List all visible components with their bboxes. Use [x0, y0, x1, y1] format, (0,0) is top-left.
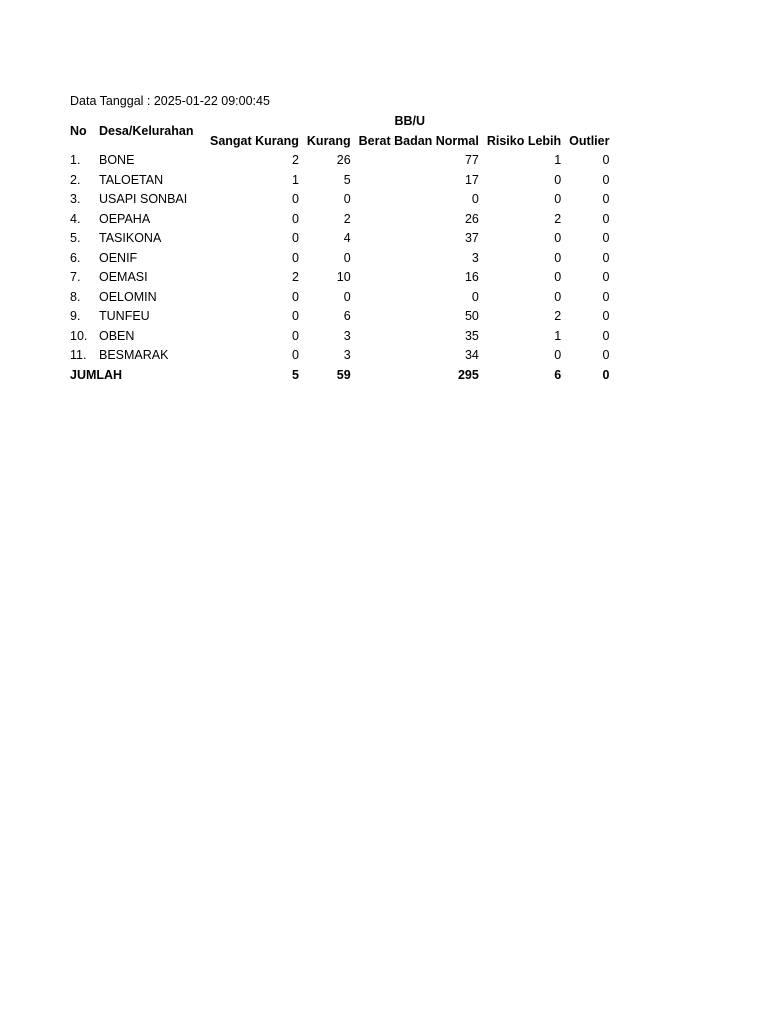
cell-no: 7. — [70, 270, 81, 284]
table-row — [66, 229, 613, 249]
cell-outlier: 0 — [602, 348, 610, 362]
cell-sangat-kurang: 2 — [291, 270, 299, 284]
total-sangat-kurang: 5 — [291, 367, 299, 382]
cell-no: 3. — [70, 192, 81, 206]
cell-village: OENIF — [99, 250, 138, 265]
cell-normal: 0 — [471, 192, 479, 206]
cell-kurang: 3 — [343, 328, 351, 343]
cell-normal: 16 — [464, 270, 479, 284]
cell-kurang: 3 — [343, 348, 351, 362]
table-row — [66, 190, 613, 210]
cell-normal: 3 — [471, 250, 479, 265]
table-row — [66, 288, 613, 308]
cell-kurang: 0 — [343, 289, 351, 304]
cell-risiko-lebih: 0 — [554, 270, 562, 284]
cell-kurang: 4 — [343, 231, 351, 245]
cell-no: 2. — [70, 172, 81, 187]
cell-outlier: 0 — [602, 192, 610, 206]
cell-no: 10. — [70, 328, 88, 343]
table-row — [66, 151, 613, 171]
table-row — [66, 307, 613, 327]
bbu-table — [66, 112, 613, 385]
cell-normal: 0 — [471, 289, 479, 304]
column-group-bbu: BB/U — [394, 114, 426, 128]
total-label: JUMLAH — [70, 367, 123, 382]
cell-kurang: 2 — [343, 211, 351, 226]
cell-risiko-lebih: 0 — [554, 289, 562, 304]
cell-normal: 17 — [464, 172, 479, 187]
cell-village: TUNFEU — [99, 309, 150, 323]
column-header-sangat-kurang: Sangat Kurang — [210, 133, 299, 148]
cell-sangat-kurang: 2 — [291, 153, 299, 167]
cell-village: OELOMIN — [99, 289, 157, 304]
table-header-row — [66, 112, 613, 132]
cell-village: TALOETAN — [99, 172, 164, 187]
cell-village: OBEN — [99, 328, 135, 343]
table-row — [66, 210, 613, 230]
column-header-no: No — [70, 123, 87, 138]
cell-outlier: 0 — [602, 250, 610, 265]
table-row — [66, 268, 613, 288]
cell-village: TASIKONA — [99, 231, 162, 245]
cell-village: BONE — [99, 153, 135, 167]
column-header-village: Desa/Kelurahan — [99, 123, 194, 138]
total-risiko-lebih: 6 — [554, 367, 562, 382]
cell-no: 9. — [70, 309, 81, 323]
cell-outlier: 0 — [602, 211, 610, 226]
cell-sangat-kurang: 0 — [291, 250, 299, 265]
cell-sangat-kurang: 0 — [291, 309, 299, 323]
cell-kurang: 6 — [343, 309, 351, 323]
cell-risiko-lebih: 0 — [554, 192, 562, 206]
cell-risiko-lebih: 1 — [554, 328, 562, 343]
cell-no: 1. — [70, 153, 81, 167]
column-header-kurang: Kurang — [306, 133, 351, 148]
cell-no: 5. — [70, 231, 81, 245]
total-kurang: 59 — [336, 367, 351, 382]
total-normal: 295 — [457, 367, 479, 382]
cell-outlier: 0 — [602, 231, 610, 245]
cell-no: 8. — [70, 289, 81, 304]
cell-village: OEPAHA — [99, 211, 151, 226]
cell-kurang: 5 — [343, 172, 351, 187]
cell-kurang: 10 — [336, 270, 351, 284]
cell-no: 4. — [70, 211, 81, 226]
table-body — [66, 151, 613, 366]
cell-normal: 37 — [464, 231, 479, 245]
cell-sangat-kurang: 0 — [291, 348, 299, 362]
column-header-normal: Berat Badan Normal — [358, 133, 479, 148]
table-row — [66, 346, 613, 366]
column-header-risiko-lebih: Risiko Lebih — [486, 133, 562, 148]
cell-kurang: 26 — [336, 153, 351, 167]
cell-outlier: 0 — [602, 172, 610, 187]
cell-no: 11. — [70, 348, 87, 362]
cell-risiko-lebih: 1 — [554, 153, 562, 167]
cell-normal: 26 — [464, 211, 479, 226]
total-row — [66, 366, 613, 386]
cell-sangat-kurang: 0 — [291, 211, 299, 226]
cell-normal: 50 — [464, 309, 479, 323]
cell-sangat-kurang: 0 — [291, 192, 299, 206]
cell-outlier: 0 — [602, 328, 610, 343]
cell-risiko-lebih: 0 — [554, 172, 562, 187]
cell-outlier: 0 — [602, 270, 610, 284]
cell-village: BESMARAK — [99, 348, 169, 362]
report-date: Data Tanggal : 2025-01-22 09:00:45 — [70, 94, 270, 108]
cell-normal: 77 — [464, 153, 479, 167]
cell-outlier: 0 — [602, 153, 610, 167]
cell-normal: 34 — [464, 348, 479, 362]
cell-kurang: 0 — [343, 192, 351, 206]
cell-sangat-kurang: 0 — [291, 328, 299, 343]
cell-normal: 35 — [464, 328, 479, 343]
table-row — [66, 249, 613, 269]
cell-kurang: 0 — [343, 250, 351, 265]
cell-risiko-lebih: 2 — [554, 211, 562, 226]
cell-sangat-kurang: 0 — [291, 231, 299, 245]
cell-sangat-kurang: 0 — [291, 289, 299, 304]
cell-outlier: 0 — [602, 309, 610, 323]
column-header-outlier: Outlier — [569, 133, 610, 148]
table-row — [66, 171, 613, 191]
cell-no: 6. — [70, 250, 81, 265]
table-row — [66, 327, 613, 347]
cell-sangat-kurang: 1 — [291, 172, 299, 187]
cell-outlier: 0 — [602, 289, 610, 304]
cell-risiko-lebih: 0 — [554, 250, 562, 265]
cell-risiko-lebih: 0 — [554, 231, 562, 245]
cell-village: OEMASI — [99, 270, 148, 284]
total-outlier: 0 — [602, 367, 610, 382]
cell-risiko-lebih: 0 — [554, 348, 562, 362]
cell-risiko-lebih: 2 — [554, 309, 562, 323]
cell-village: USAPI SONBAI — [99, 192, 188, 206]
